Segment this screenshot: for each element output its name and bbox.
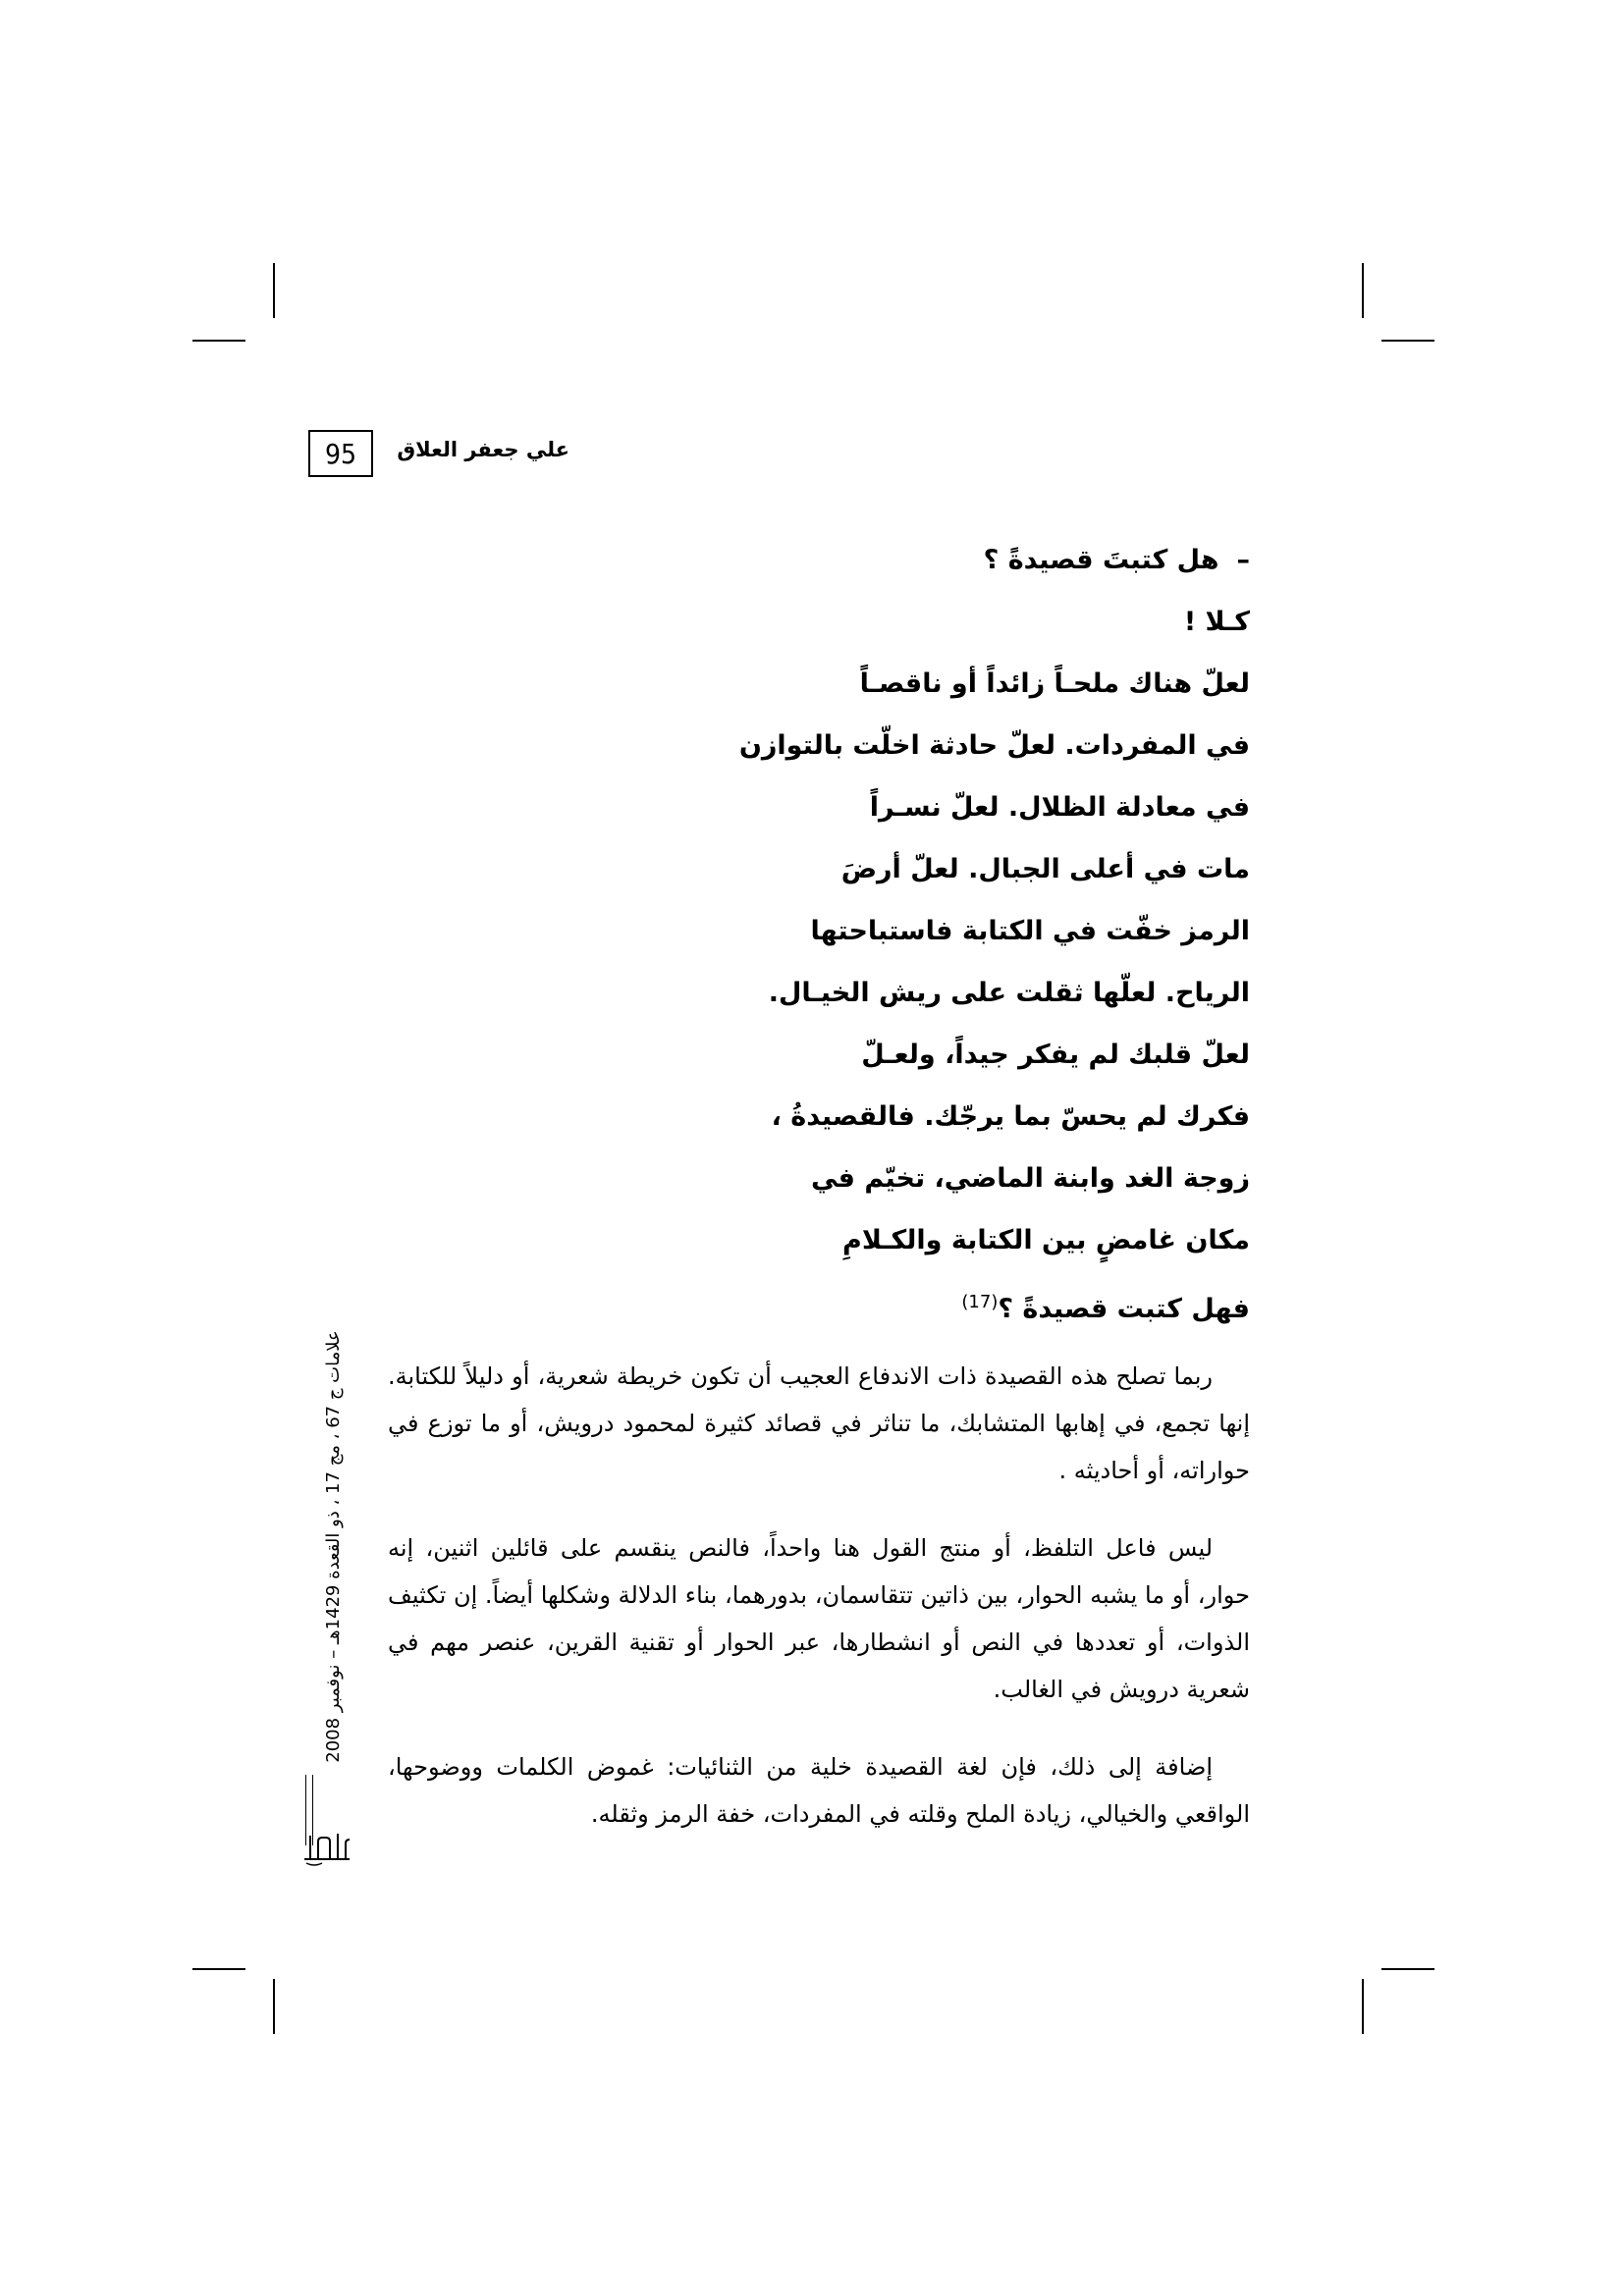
crop-mark-bottom-left-horizontal [192,1968,245,1970]
paragraph-text: ربما تصلح هذه القصيدة ذات الاندفاع العجيب أن تكون خريطة شعرية، أو دليلاً للكتابة. إنها تجمع، في إهابها المتشابك، ما تناثر في قصائد كثيرة لمحمود درويش، أو ما توزع في حواراته، أو أحاديثه . [388,1362,1250,1484]
journal-logo [300,1828,353,1867]
poem-line: كـلا ! [1183,607,1250,637]
page-number: 95 [308,430,373,477]
crop-mark-bottom-left-vertical [273,1979,275,2034]
poem-line: مات في أعلى الجبال. لعلّ أرضَ [840,854,1250,884]
poem-line: في المفردات. لعلّ حادثة اخلّت بالتوازن [738,730,1250,761]
crop-mark-top-right-horizontal [1381,340,1434,342]
poem-line: فكرك لم يحسّ بما يرجّك. فالقصيدةُ ، [771,1101,1250,1132]
poem-block [641,538,1250,1342]
poem-line: لعلّ هناك ملحـاً زائداً أو ناقصـاً [859,668,1250,699]
poem-line: الرياح. لعلّها ثقلت على ريش الخيـال. [768,978,1250,1008]
poem-line: لعلّ قلبك لم يفكر جيداً، ولعـلّ [861,1040,1250,1070]
journal-issue-text: علامات ج 67 ، مج 17 ، ذو القعدة 1429هـ – نوفمبر 2008 [322,1329,344,1763]
body-paragraph [388,1353,1250,1494]
poem-line [641,1280,1250,1342]
poem-line-text: هل كتبتَ قصيدةً ؟ [983,545,1219,575]
dialogue-dash: – [1236,545,1250,575]
poem-line-text: فهل كتبت قصيدةً ؟ [998,1294,1250,1324]
journal-issue-sidebar [316,1315,350,1777]
paragraph-text: ليس فاعل التلفظ، أو منتج القول هنا واحداً، فالنص ينقسم على قائلين اثنين، إنه حوار، أو ما يشبه الحوار، بين ذاتين تتقاسمان، بدورهما، بناء الدلالة وشكلها أيضاً. إن تكثيف الذوات، أو تعددها في النص أو انشطارها، عبر الحوار أو تقنية القرين، عنصر مهم في شعرية درويش في الغالب. [388,1534,1250,1703]
poem-line: زوجة الغد وابنة الماضي، تخيّم في [810,1163,1250,1194]
crop-mark-top-right-vertical [1362,263,1364,318]
crop-mark-top-left-horizontal [192,340,245,342]
poem-line [641,538,1250,600]
poem-line: في معادلة الظلال. لعلّ نسـراً [869,792,1250,823]
crop-mark-bottom-right-horizontal [1381,1968,1434,1970]
running-header-author: علي جعفر العلاق [397,438,569,461]
crop-mark-bottom-right-vertical [1362,1979,1364,2034]
poem-line: الرمز خفّت في الكتابة فاستباحتها [810,916,1250,946]
footnote-reference: (17) [961,1292,999,1312]
body-paragraph [388,1524,1250,1713]
body-paragraph [388,1743,1250,1838]
paragraph-text: إضافة إلى ذلك، فإن لغة القصيدة خلية من الثنائيات: غموض الكلمات ووضوحها، الواقعي والخيالي، زيادة الملح وقلته في المفردات، خفة الرمز وثقله. [388,1753,1250,1828]
crop-mark-top-left-vertical [273,263,275,318]
poem-line: مكان غامضٍ بين الكتابة والكـلامِ [842,1225,1250,1255]
